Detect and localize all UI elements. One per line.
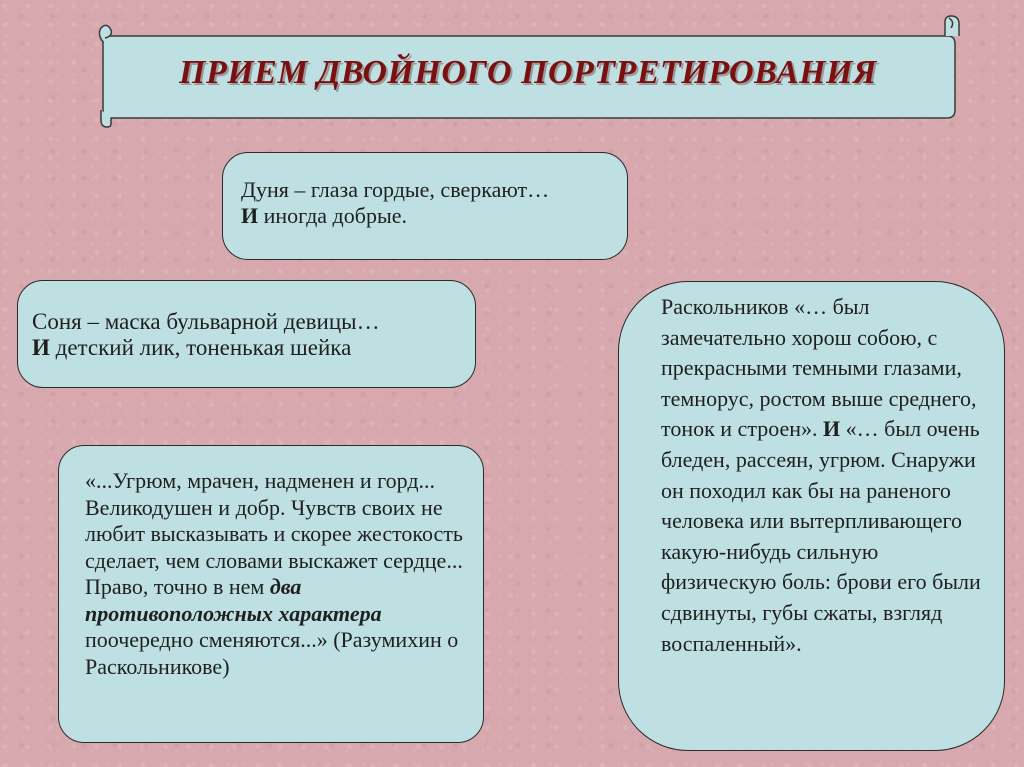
sonya-portrait-box	[17, 280, 476, 388]
razumikhin-quote-box	[58, 445, 484, 743]
sonya-line2	[32, 335, 463, 361]
razumikhin-emphasis: два противоположных характера	[85, 574, 382, 626]
raskolnikov-part1: Раскольников «… был замечательно хорош собою, с прекрасными темными глазами, темнорус, ростом выше среднего, тонок и строен».	[661, 294, 977, 442]
title-banner	[93, 14, 963, 128]
razumikhin-quote-part1: «...Угрюм, мрачен, надменен и горд... Великодушен и добр. Чувств своих не любит высказывать и скорее жестокость сделает, чем словами выскажет сердце... Право, точно в нем	[85, 468, 463, 599]
sonya-line2-text: детский лик, тоненькая шейка	[49, 335, 352, 360]
raskolnikov-part2: «… был очень бледен, рассеян, угрюм. Снаружи он походил как бы на раненого человека или вытерпливающего какую-нибудь сильную физическую боль: брови его были сдвинуты, губы сжаты, взгляд воспаленный».	[661, 416, 981, 656]
raskolnikov-description	[661, 292, 986, 659]
raskolnikov-and: И	[823, 416, 841, 442]
dunya-portrait-box	[222, 152, 628, 260]
raskolnikov-portrait-box	[618, 281, 1005, 751]
razumikhin-quote	[85, 468, 463, 680]
sonya-and: И	[32, 335, 50, 360]
dunya-line2	[241, 203, 611, 229]
dunya-and: И	[241, 203, 259, 228]
sonya-line1: Соня – маска бульварной девицы…	[32, 309, 380, 334]
dunya-line1: Дуня – глаза гордые, сверкают…	[241, 177, 550, 202]
dunya-line2-text: иногда добрые.	[258, 203, 407, 228]
razumikhin-quote-part2: поочередно сменяются...» (Разумихин о Раскольникове)	[85, 627, 459, 679]
page-title: ПРИЕМ ДВОЙНОГО ПОРТРЕТИРОВАНИЯ	[179, 54, 877, 91]
